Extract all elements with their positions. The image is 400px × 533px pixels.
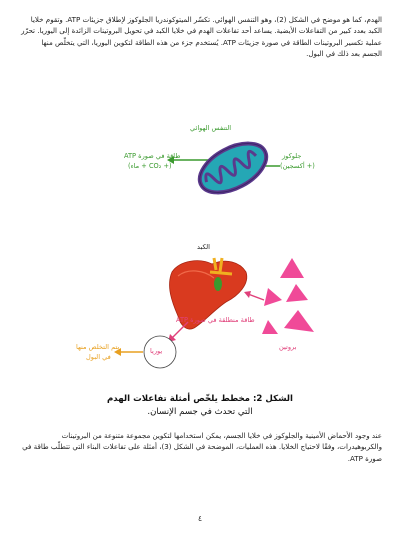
figure-caption-subtitle: التي تحدث في جسم الإنسان. [147, 407, 253, 417]
respiration-title: التنفس الهوائي [190, 124, 232, 132]
anabolism-paragraph: عند وجود الأحماض الأمينية والجلوكوز في خلايا الجسم، يمكن استخدامها لتكوين مجموعة متنوعة من البروتينات والكربوهيدرات، وفقًا لاحتياج الخلايا. هذه العمليات، الموضحة في الشكل (3)، أمثلة على تفاعلات البناء التي تتطلّب طاقة في صورة ATP. [22, 431, 382, 463]
mitochondrion-illustration [192, 133, 274, 202]
released-energy-label: طاقة منطلقة في صورة ATP [176, 316, 255, 324]
protein-arrow [248, 294, 264, 300]
excreted-label-1: يتم التخلص منها [76, 343, 120, 351]
figure-caption-title: الشكل 2: مخطط يلخّص أمثلة تفاعلات الهدم [107, 394, 293, 404]
liver-title: الكبد [197, 243, 210, 251]
intro-paragraph: الهدم، كما هو موضح في الشكل (2)، وهو التنفس الهوائي. تكسّر الميتوكوندريا الجلوكوز لإطلاق جزيئات ATP. وتقوم خلايا الكبد بعدد كبير من التفاعلات الأيضية. يساعد أحد تفاعلات الهدم في خلايا الكبد في تحويل البروتينات الزائدة إلى اليوريا. تحرّر عملية تكسير البروتينات الطاقة في صورة جزيئات ATP. يُستخدم جزء من هذه الطاقة لتكوين اليوريا، التي يتخلّص منها الجسم بعد ذلك في البول. [21, 15, 382, 59]
oxygen-label: (+ أكسجين) [280, 162, 315, 170]
protein-molecules [262, 258, 314, 334]
page-number: ٤ [197, 514, 203, 523]
protein-arrowhead [244, 291, 251, 298]
atp-energy-label: طاقة في صورة ATP [124, 152, 181, 160]
excreted-label-2: في البول [86, 353, 111, 361]
protein-label: بروتين [279, 343, 297, 351]
products-label: (+ CO₂ + ماء) [128, 162, 172, 170]
glucose-label: جلوكوز [282, 152, 302, 160]
urea-label: يوريا [150, 347, 163, 355]
